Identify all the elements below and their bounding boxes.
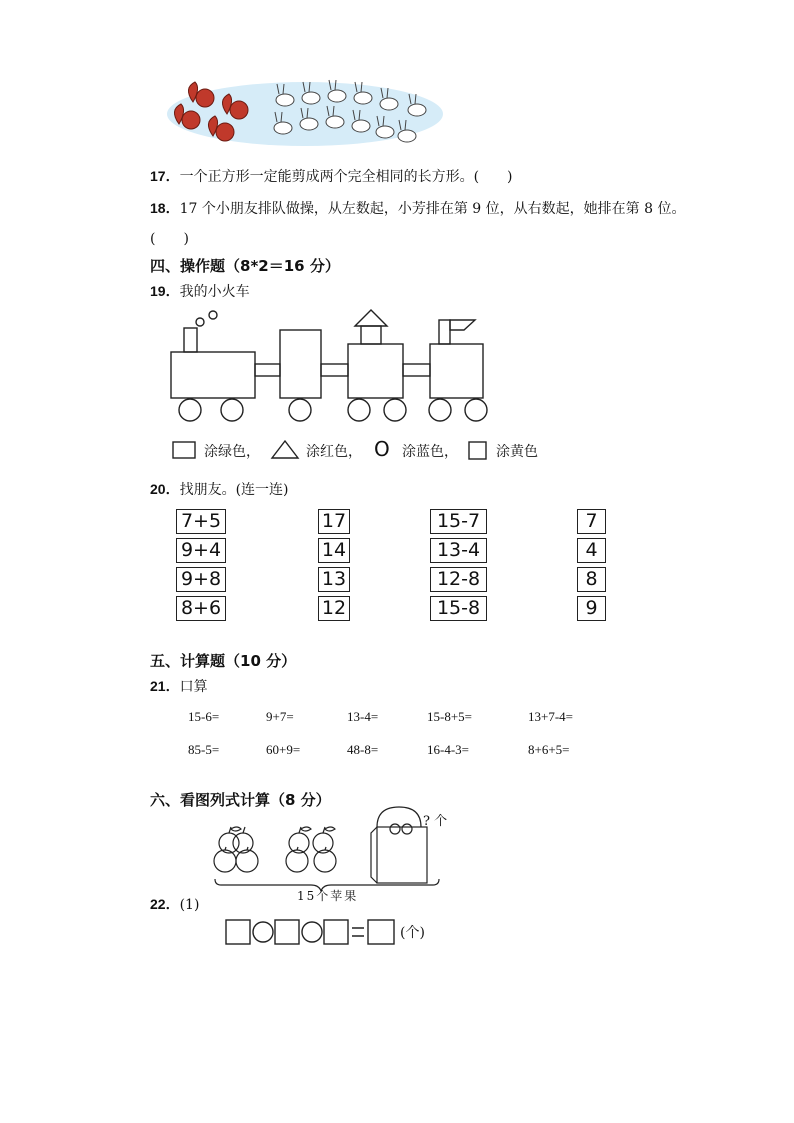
match-box-expression[interactable]: 9+8 bbox=[176, 567, 226, 592]
match-box-number[interactable]: 9 bbox=[577, 596, 606, 621]
apple-icon bbox=[214, 827, 258, 872]
oral-item: 13-4= bbox=[347, 709, 379, 724]
unit-label: (个) bbox=[400, 925, 425, 941]
question-text: 一个正方形一定能剪成两个完全相同的长方形。( ) bbox=[179, 169, 513, 185]
circle-icon: O bbox=[374, 437, 390, 461]
answer-box bbox=[226, 920, 250, 944]
question-21 bbox=[150, 676, 208, 696]
question-18 bbox=[150, 198, 685, 218]
flag-pole-rect bbox=[439, 320, 450, 344]
question-number: 20． bbox=[150, 481, 180, 497]
oral-item: 60+9= bbox=[266, 742, 301, 757]
match-box-number[interactable]: 14 bbox=[318, 538, 350, 563]
match-box-expression[interactable]: 15-7 bbox=[430, 509, 487, 534]
oral-item: 15-6= bbox=[188, 709, 220, 724]
wheel-circle bbox=[384, 399, 406, 421]
question-17 bbox=[150, 166, 513, 186]
section-heading: 五、计算题（10 分） bbox=[150, 652, 297, 670]
match-box-number[interactable]: 17 bbox=[318, 509, 350, 534]
oral-item: 15-8+5= bbox=[427, 709, 472, 724]
square-icon bbox=[468, 441, 488, 460]
question-number: 19． bbox=[150, 283, 180, 299]
equals-sign bbox=[352, 928, 364, 936]
section-heading: 六、看图列式计算（8 分） bbox=[150, 791, 331, 809]
question-number: 22． bbox=[150, 896, 180, 912]
car-rect bbox=[348, 344, 403, 398]
match-box-number[interactable]: 8 bbox=[577, 567, 606, 592]
roof-triangle bbox=[355, 310, 387, 326]
question-20 bbox=[150, 479, 289, 499]
match-box-number[interactable]: 12 bbox=[318, 596, 350, 621]
wheel-circle bbox=[348, 399, 370, 421]
oral-item: 85-5= bbox=[188, 742, 220, 757]
engine-rect bbox=[171, 352, 255, 398]
question-text: (1) bbox=[179, 897, 200, 913]
match-box-expression[interactable]: 7+5 bbox=[176, 509, 226, 534]
oral-item: 13+7-4= bbox=[528, 709, 573, 724]
answer-box bbox=[368, 920, 394, 944]
chimney-rect bbox=[184, 328, 197, 352]
question-text: 口算 bbox=[179, 679, 208, 695]
car-rect bbox=[430, 344, 483, 398]
smoke-circle bbox=[196, 318, 204, 326]
coupler-rect bbox=[321, 364, 348, 376]
legend-label-yellow: 涂黄色 bbox=[496, 444, 538, 460]
match-box-expression[interactable]: 9+4 bbox=[176, 538, 226, 563]
question-number: 17． bbox=[150, 168, 180, 184]
train-drawing bbox=[165, 308, 495, 428]
section-heading: 四、操作题（8*2＝16 分） bbox=[150, 257, 340, 275]
match-box-expression[interactable]: 8+6 bbox=[176, 596, 226, 621]
wheel-circle bbox=[465, 399, 487, 421]
match-box-number[interactable]: 7 bbox=[577, 509, 606, 534]
oral-item: 48-8= bbox=[347, 742, 379, 757]
match-box-expression[interactable]: 15-8 bbox=[430, 596, 487, 621]
oral-item: 16-4-3= bbox=[427, 742, 469, 757]
match-box-number[interactable]: 13 bbox=[318, 567, 350, 592]
coupler-rect bbox=[255, 364, 280, 376]
match-box-expression[interactable]: 12-8 bbox=[430, 567, 487, 592]
answer-box bbox=[324, 920, 348, 944]
apple-icon bbox=[286, 827, 336, 872]
roof-square bbox=[361, 326, 381, 344]
answer-box bbox=[275, 920, 299, 944]
match-box-number[interactable]: 4 bbox=[577, 538, 606, 563]
rectangle-icon bbox=[172, 441, 196, 459]
answer-paren: ( ) bbox=[150, 231, 189, 247]
coupler-rect bbox=[403, 364, 430, 376]
operator-circle bbox=[253, 922, 273, 942]
animals-illustration bbox=[165, 74, 447, 152]
legend-label-green: 涂绿色， bbox=[204, 444, 260, 460]
unknown-count-label: ? 个 bbox=[423, 814, 448, 829]
car-rect bbox=[280, 330, 321, 398]
wheel-circle bbox=[221, 399, 243, 421]
oral-item: 9+7= bbox=[266, 709, 294, 724]
question-text: 17 个小朋友排队做操，从左数起，小芳排在第 9 位，从右数起，她排在第 8 位。 bbox=[179, 201, 686, 217]
wheel-circle bbox=[179, 399, 201, 421]
match-box-expression[interactable]: 13-4 bbox=[430, 538, 487, 563]
triangle-icon bbox=[270, 439, 300, 460]
question-text: 我的小火车 bbox=[179, 284, 250, 300]
smoke-circle bbox=[209, 311, 217, 319]
question-22 bbox=[150, 894, 199, 914]
legend-label-blue: 涂蓝色， bbox=[402, 444, 458, 460]
wheel-circle bbox=[429, 399, 451, 421]
bag-icon bbox=[371, 807, 427, 883]
operator-circle bbox=[302, 922, 322, 942]
question-text: 找朋友。(连一连) bbox=[179, 482, 289, 498]
legend-label-red: 涂红色， bbox=[306, 444, 362, 460]
question-number: 18． bbox=[150, 200, 180, 216]
question-number: 21． bbox=[150, 678, 180, 694]
brace-label: 15个苹果 bbox=[297, 889, 359, 903]
wheel-circle bbox=[289, 399, 311, 421]
color-legend bbox=[170, 438, 570, 462]
question-19 bbox=[150, 281, 250, 301]
flag-shape bbox=[450, 320, 475, 330]
oral-item: 8+6+5= bbox=[528, 742, 570, 757]
